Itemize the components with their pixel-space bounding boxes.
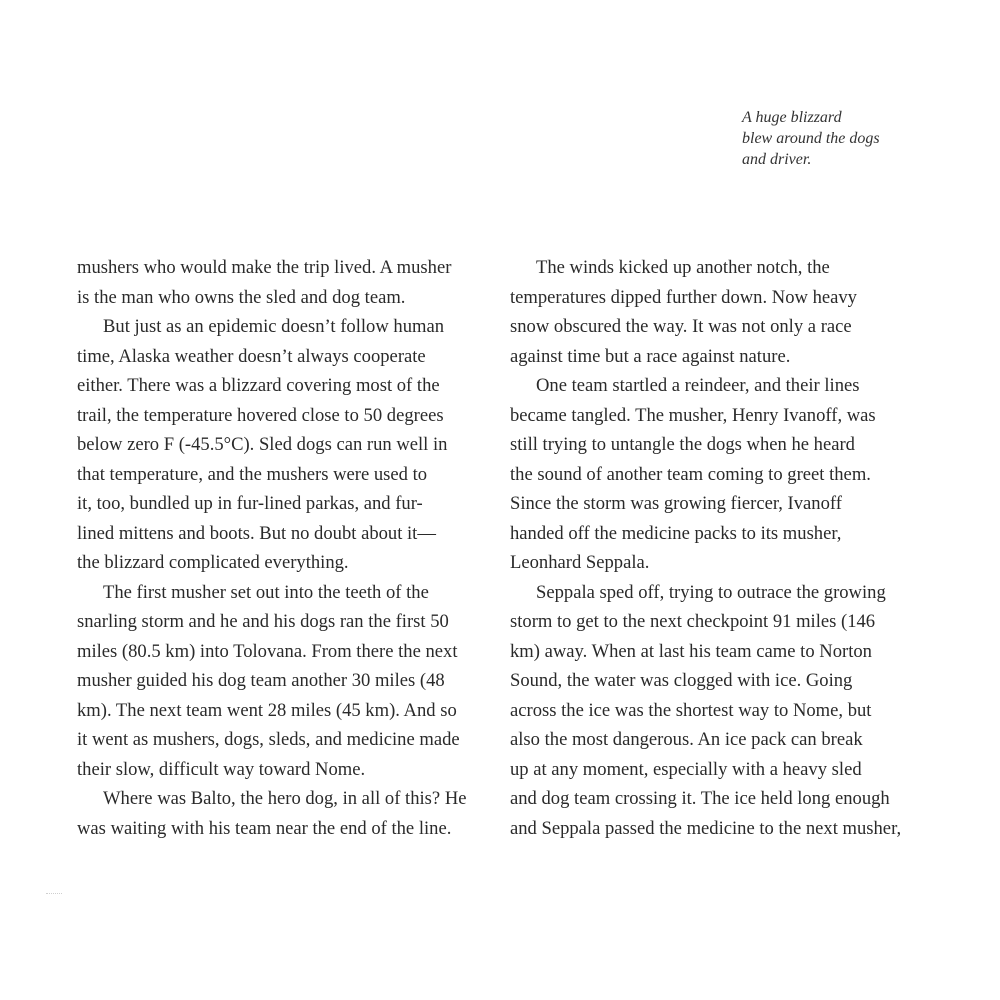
text-line: up at any moment, especially with a heavy sled (510, 758, 862, 780)
text-line: Where was Balto, the hero dog, in all of this? He (103, 788, 467, 809)
text-line: km) away. When at last his team came to Norton (510, 640, 872, 662)
text-line: km). The next team went 28 miles (45 km). And so (77, 699, 457, 721)
text-line: snarling storm and he and his dogs ran the first 50 (77, 611, 449, 632)
text-line: it went as mushers, dogs, sleds, and medicine made (77, 729, 460, 750)
text-line: trail, the temperature hovered close to 50 degrees (77, 404, 444, 426)
left-text-column (77, 253, 482, 843)
text-line: their slow, difficult way toward Nome. (77, 758, 366, 780)
text-line: was waiting with his team near the end of the line. (77, 817, 452, 839)
text-line: lined mittens and boots. But no doubt about it— (77, 522, 436, 544)
text-line: musher guided his dog team another 30 miles (48 (77, 670, 445, 691)
text-line: and dog team crossing it. The ice held long enough (510, 788, 890, 809)
text-line: Seppala sped off, trying to outrace the growing (536, 581, 886, 603)
text-line: across the ice was the shortest way to Nome, but (510, 699, 872, 721)
text-line: But just as an epidemic doesn’t follow human (103, 316, 445, 337)
text-line: storm to get to the next checkpoint 91 miles (146 (510, 611, 876, 632)
text-line: the sound of another team coming to greet them. (510, 463, 871, 485)
text-line: the blizzard complicated everything. (77, 552, 349, 573)
text-line: Leonhard Seppala. (510, 552, 650, 573)
text-line: miles (80.5 km) into Tolovana. From there the next (77, 640, 458, 662)
photo-caption (742, 107, 982, 170)
text-line: mushers who would make the trip lived. A musher (77, 257, 452, 278)
text-line: The winds kicked up another notch, the (536, 257, 830, 278)
text-line: below zero F (-45.5°C). Sled dogs can run well in (77, 434, 448, 455)
text-line: against time but a race against nature. (510, 345, 791, 367)
caption-line: blew around the dogs (742, 130, 880, 147)
text-line: One team startled a reindeer, and their lines (536, 375, 860, 396)
text-line: Sound, the water was clogged with ice. Going (510, 670, 853, 691)
text-line: snow obscured the way. It was not only a race (510, 316, 852, 337)
caption-line: and driver. (742, 151, 812, 168)
text-line: still trying to untangle the dogs when he heard (510, 434, 855, 455)
page-edge-mark (46, 893, 62, 895)
right-text-column (510, 253, 915, 843)
text-line: time, Alaska weather doesn’t always cooperate (77, 345, 426, 367)
text-line: temperatures dipped further down. Now heavy (510, 286, 857, 308)
text-line: The first musher set out into the teeth of the (103, 581, 429, 603)
caption-line: A huge blizzard (742, 109, 842, 126)
text-line: also the most dangerous. An ice pack can break (510, 729, 863, 750)
text-line: Since the storm was growing fiercer, Ivanoff (510, 493, 842, 514)
text-line: and Seppala passed the medicine to the next musher, (510, 817, 902, 839)
text-line: either. There was a blizzard covering most of the (77, 375, 440, 396)
text-line: handed off the medicine packs to its musher, (510, 522, 842, 544)
text-line: became tangled. The musher, Henry Ivanoff, was (510, 404, 876, 426)
text-line: is the man who owns the sled and dog team. (77, 286, 406, 308)
text-line: that temperature, and the mushers were used to (77, 463, 428, 485)
text-line: it, too, bundled up in fur-lined parkas, and fur- (77, 493, 423, 514)
